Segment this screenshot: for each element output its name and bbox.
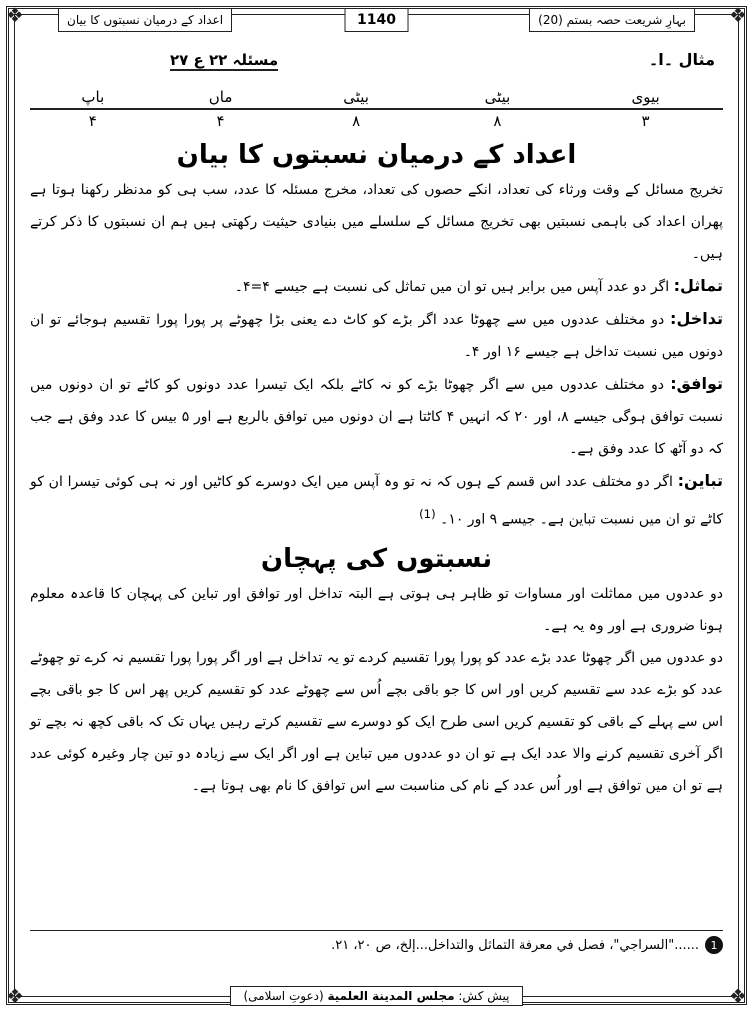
tamasul-text: اگر دو عدد آپس میں برابر ہیں تو ان میں تماثل کی نسبت ہے جیسے ۴=۴۔ (234, 279, 670, 295)
header-book-part: بہارِ شریعت حصہ بستم (20) (529, 8, 695, 32)
share-cell: ۸ (352, 112, 361, 130)
tawafuq-text: دو مختلف عددوں میں سے اگر چھوٹا بڑے کو نہ کاٹے بلکہ ایک تیسرا عدد دونوں کو کاٹے تو ان دونوں میں نسبت توافق ہوگی جیسے ۸، اور ۲۰ کہ انہیں ۴ کاٹتا ہے ان دونوں میں توافق بالربع ہے اور ۵ بیس کا عدد وفق ہے جب کہ دو آٹھ کا عدد وفق ہے۔ (30, 377, 724, 457)
footnote-reference[interactable]: (1) (419, 507, 436, 521)
header-chapter-title: اعداد کے درمیان نسبتوں کا بیان (58, 8, 232, 32)
term-tamasul: تماثل: (673, 276, 723, 295)
example-label: مثال ۔ا۔ (648, 50, 715, 69)
footer-box (230, 986, 522, 1006)
term-tadakhul: تداخل: (670, 309, 723, 328)
term-tabayun: تباین: (677, 471, 723, 490)
corner-ornament-icon: ❖ (6, 3, 24, 27)
identification-paragraph-2: دو عددوں میں اگر چھوٹا عدد بڑے عدد کو پورا پورا تقسیم کردے تو یہ تداخل ہے اور اگر پورا پورا تقسیم نہ کرے تو چھوٹے عدد کو بڑے عدد سے تقسیم کریں اور اس کا جو باقی بچے اُس سے چھوٹے عدد کو تقسیم کریں پھر اس کا جو باقی بچے اس سے پہلے کے باقی کو تقسیم کریں اسی طرح ایک کو دوسرے سے تقسیم کرتے رہیں یہاں تک کہ باقی کچھ نہ بچے تو اگر آخری تقسیم کرنے والا عدد ایک ہے تو ان دو عددوں میں تباین ہے اور اگر ایک سے زیادہ دو تین چار وغیرہ کوئی عدد ہے تو ان میں توافق ہے اور اُس عدد کے نام کی مناسبت سے اس توافق کا نام بھی ہوتا ہے۔ (30, 649, 723, 794)
section-title-ratios: اعداد کے درمیان نسبتوں کا بیان (176, 140, 577, 170)
tamasul-paragraph (30, 270, 723, 303)
footer-organization: مجلس المدينة العلمية (327, 989, 455, 1003)
heir-cell: بیٹی (427, 86, 568, 109)
tadakhul-paragraph (30, 303, 723, 368)
intro-paragraph: تخریج مسائل کے وقت ورثاء کی تعداد، انکے حصوں کی تعداد، مخرج مسئلہ کا عدد، سب ہی کو مدنظر رکھنا ہوتا ہے پھران اعداد کی باہمی نسبتیں بھی تخریج مسائل کے سلسلے میں بنیادی حیثیت رکھتی ہیں ہم ان نسبتوں کا ذکر کرتے ہیں۔ (30, 182, 723, 262)
heir-cell: باپ (30, 86, 156, 109)
share-cell: ۴ (88, 112, 97, 130)
footnote-text: ......"السراجي"، فصل في معرفة التماثل والتداخل...إلخ، ص ٢٠، ٢١. (331, 937, 699, 953)
section-title-identification: نسبتوں کی پہچان (260, 543, 493, 574)
corner-ornament-icon: ❖ (729, 3, 747, 27)
heir-cell: ماں (156, 86, 286, 109)
share-cell: ۴ (216, 112, 225, 130)
footnote-number: 1 (705, 936, 723, 954)
share-cell: ۸ (493, 112, 502, 130)
shares-row (30, 109, 723, 132)
tabayun-paragraph (30, 465, 723, 536)
heir-cell: بیوی (568, 86, 723, 109)
corner-ornament-icon: ❖ (6, 984, 24, 1008)
header-page-number: 1140 (344, 8, 409, 32)
heir-cell: بیٹی (285, 86, 426, 109)
footer-org-note: (دعوتِ اسلامی) (243, 989, 324, 1003)
corner-ornament-icon: ❖ (729, 984, 747, 1008)
example-row (30, 50, 723, 80)
page-footer (0, 985, 753, 1006)
masala-reference: مسئلہ ۲۲ ع ۲۷ (170, 51, 279, 69)
heirs-row (30, 86, 723, 109)
page-header (22, 5, 731, 35)
share-cell: ۳ (641, 112, 650, 130)
identification-paragraph-1: دو عددوں میں مماثلت اور مساوات تو ظاہر ہی ہوتی ہے البتہ تداخل اور توافق اور تباین کی پہچان کا قاعدہ معلوم ہونا ضروری ہے اور وہ یہ ہے۔ (30, 585, 723, 634)
footnote-divider (30, 930, 723, 931)
heirs-table (30, 86, 723, 132)
tawafuq-paragraph (30, 368, 723, 465)
tabayun-text: اگر دو مختلف عدد اس قسم کے ہوں کہ نہ تو وہ آپس میں ایک دوسرے کو کاٹیں اور نہ ہی کوئی تیسرا ان کو کاٹے تو ان میں نسبت تباین ہے۔ جیسے ۹ اور ۱۰۔ (30, 474, 723, 528)
footnote (30, 936, 723, 954)
term-tawafuq: توافق: (670, 374, 724, 393)
footer-presenter: پیش کش: (458, 989, 510, 1003)
tadakhul-text: دو مختلف عددوں میں سے چھوٹا عدد اگر بڑے کو کاٹ دے یعنی بڑا چھوٹے پر پورا پورا تقسیم ہوجائے تو ان دونوں میں نسبت تداخل ہے جیسے ۱۶ اور ۴۔ (30, 312, 723, 360)
page-content (30, 50, 723, 802)
